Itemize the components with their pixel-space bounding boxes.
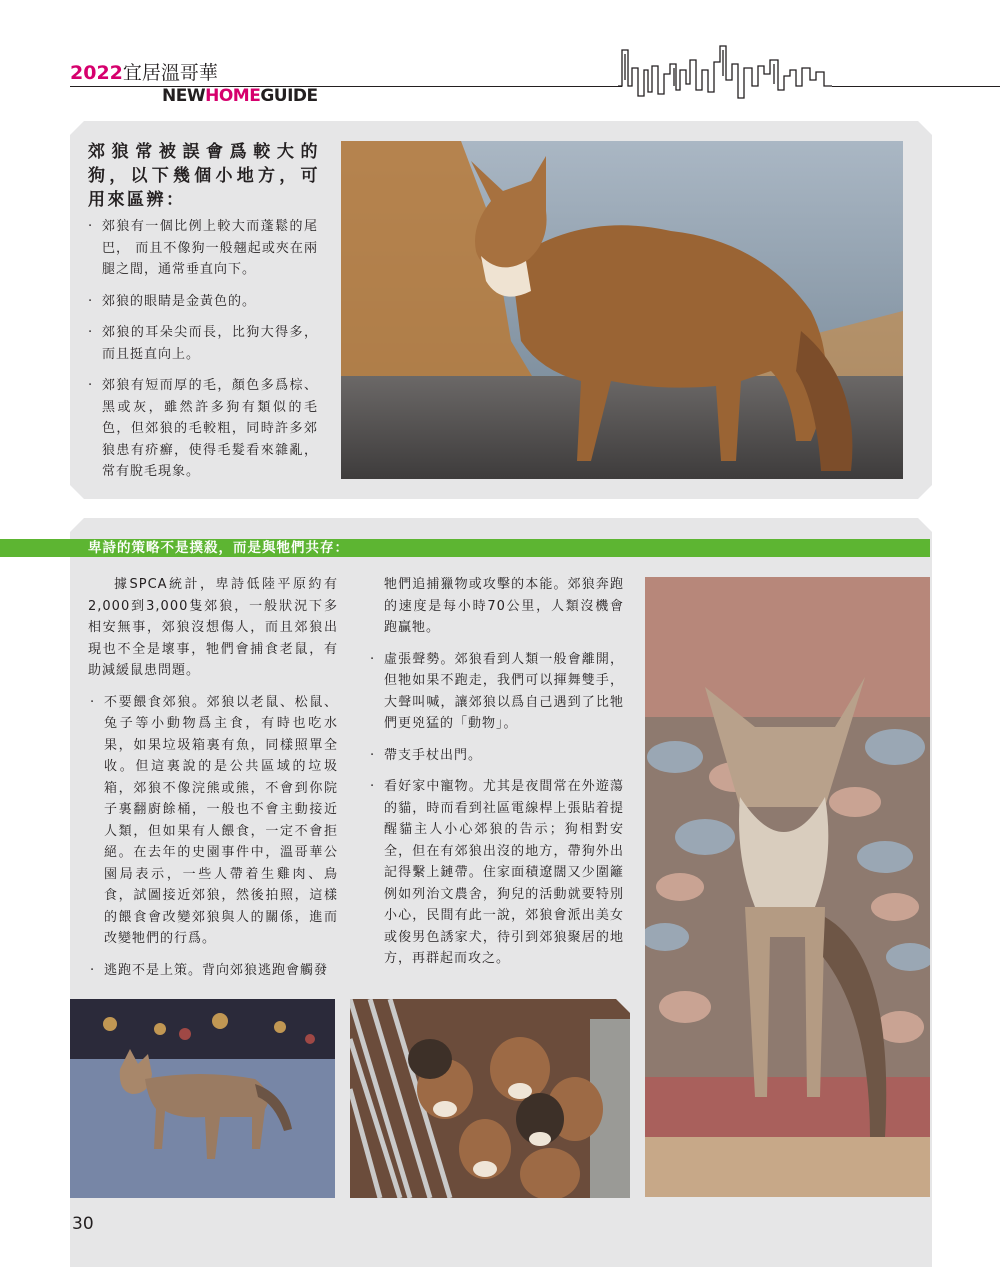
page-number: 30	[72, 1214, 94, 1234]
new-home-guide-logo	[162, 86, 318, 106]
continued-paragraph: 牠們追捕獵物或攻擊的本能。郊狼奔跑的速度是每小時70公里，人類沒機會跑贏牠。	[384, 577, 624, 635]
coyote-pups-photo	[350, 999, 630, 1198]
coyote-photo-lakeshore	[341, 141, 903, 479]
magazine-title	[70, 62, 218, 84]
list-item: ‧ 逃跑不是上策。背向郊狼逃跑會觸發	[88, 960, 338, 982]
list-item: ‧ 郊狼有短而厚的毛，顏色多爲棕、黑或灰，雖然許多狗有類似的毛色，但郊狼的毛較粗，同時許多郊狼患有疥癬，使得毛髮看來雜亂，常有脫毛現象。	[86, 375, 318, 483]
section-banner-title: 卑詩的策略不是撲殺，而是與牠們共存：	[88, 540, 349, 556]
text-column-left	[88, 574, 338, 991]
logo-guide: GUIDE	[260, 86, 318, 106]
intro-paragraph: 據SPCA統計，卑詩低陸平原約有2,000到3,000隻郊狼，一般狀況下多相安無事，郊狼沒想傷人，而且郊狼出現也不全是壞事，牠們會捕食老鼠，有助減緩鼠患問題。	[88, 577, 338, 678]
advice-list	[88, 692, 338, 982]
city-skyline-icon	[618, 40, 832, 102]
identification-list	[86, 216, 318, 493]
list-item: ‧ 虛張聲勢。郊狼看到人類一般會離開，但牠如果不跑走，我們可以揮舞雙手，大聲叫喊，讓郊狼以爲自己遇到了比牠們更兇猛的「動物」。	[368, 649, 624, 735]
text-column-right	[368, 574, 624, 980]
header-rule-right	[832, 86, 1000, 87]
coyote-photo-street	[70, 999, 335, 1198]
header-rule-left	[70, 86, 622, 87]
logo-home: HOME	[205, 86, 261, 106]
coyote-photo-rocks	[645, 577, 930, 1197]
list-item: ‧ 郊狼有一個比例上較大而蓬鬆的尾巴， 而且不像狗一般翹起或夾在兩腿之間，通常垂直向下。	[86, 216, 318, 281]
advice-list-continued	[368, 649, 624, 970]
title-year: 2022	[70, 62, 123, 84]
list-item: ‧ 看好家中寵物。尤其是夜間常在外遊蕩的貓，時而看到社區電線桿上張貼着提醒貓主人小心郊狼的告示；狗相對安全，但在有郊狼出沒的地方，帶狗外出記得繫上鏈帶。住家面積遼闊又少圍籬例如列治文農舍，狗兒的活動就要特別小心，民間有此一說，郊狼會派出美女或俊男色誘家犬，待引到郊狼聚居的地方，再群起而攻之。	[368, 776, 624, 970]
list-item: ‧ 不要餵食郊狼。郊狼以老鼠、松鼠、兔子等小動物爲主食，有時也吃水果，如果垃圾箱裏有魚，同樣照單全收。但這裏說的是公共區域的垃圾箱，郊狼不像浣熊或熊，不會到你院子裏翻廚餘桶，一般也不會主動接近人類，但如果有人餵食，一定不會拒絕。在去年的史園事件中，溫哥華公園局表示，一些人帶着生雞肉、鳥食，試圖接近郊狼，然後拍照，這樣的餵食會改變郊狼與人的關係，進而改變牠們的行爲。	[88, 692, 338, 950]
title-name: 宜居溫哥華	[122, 62, 218, 84]
logo-new: NEW	[162, 86, 206, 106]
list-item: ‧ 郊狼的耳朵尖而長，比狗大得多，而且挺直向上。	[86, 322, 318, 365]
identification-heading: 郊狼常被誤會爲較大的狗，以下幾個小地方，可用來區辨：	[88, 142, 320, 210]
list-item: ‧ 帶支手杖出門。	[368, 745, 624, 767]
list-item: ‧ 郊狼的眼睛是金黃色的。	[86, 291, 318, 313]
